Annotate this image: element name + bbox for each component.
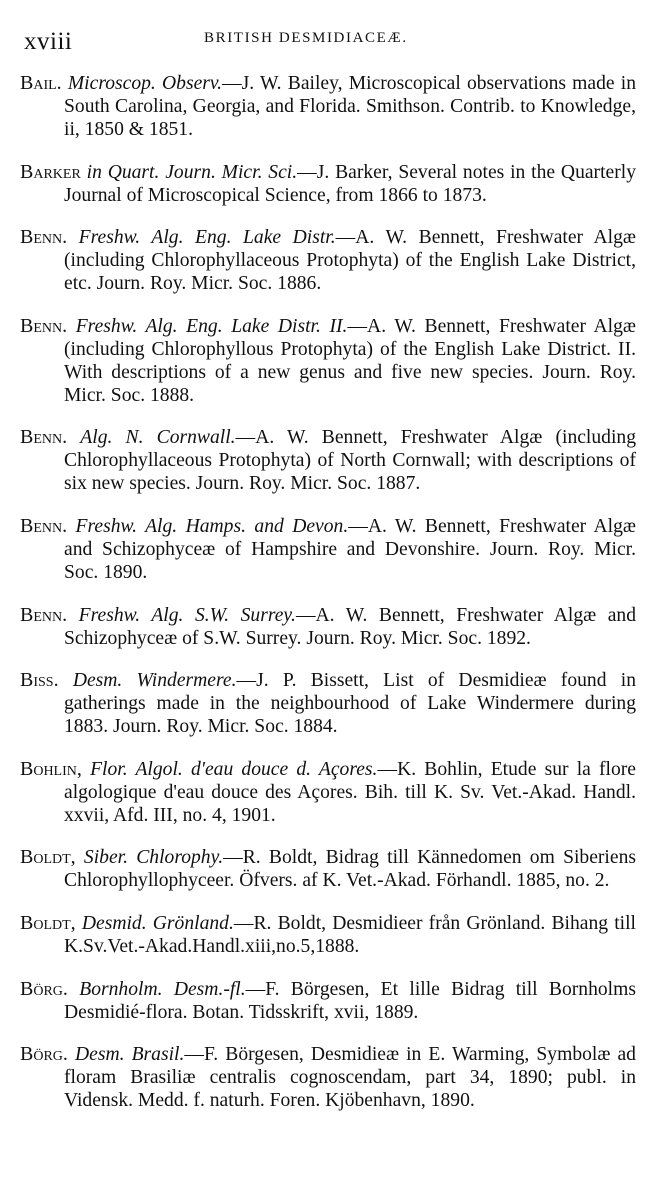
entry-text: —F. Börgesen, Desmidieæ in E. Warming, Symbolæ ad floram Brasiliæ centralis cognoscendam, part 34, 1890; publ. in Vidensk. Medd. f. naturh. Foren. Kjöbenhavn, 1890. [64, 1044, 636, 1112]
bibliography-entry [20, 846, 636, 892]
entry-text: —F. Börgesen, Et lille Bidrag till Bornholms Desmidié-flora. Botan. Tidsskrift, xvii, 1889. [64, 978, 636, 1023]
entry-text: —J. P. Bissett, List of Desmidieæ found in gatherings made in the neighbourhood of Lake Windermere during 1883. Journ. Roy. Micr. Soc. 1884. [64, 670, 636, 738]
page-number: xviii [24, 28, 73, 55]
entry-short-title: Siber. Chlorophy. [83, 847, 224, 869]
entry-text: —K. Bohlin, Etude sur la flore algologique d'eau douce des Açores. Bih. till K. Sv. Vet.-Akad. Handl. xxvii, Afd. III, no. 4, 1901. [64, 758, 636, 826]
entry-short-title: Freshw. Alg. Eng. Lake Distr. [78, 227, 336, 249]
bibliography-entry [20, 758, 636, 827]
bibliography-list [20, 72, 636, 1118]
entry-abbreviation: Benn. [20, 314, 68, 337]
entry-text: —R. Boldt, Bidrag till Kännedomen om Siberiens Chlorophyllophyceer. Öfvers. af K. Vet.-Akad. Förhandl. 1885, no. 2. [64, 847, 636, 892]
entry-abbreviation: Benn. [20, 426, 68, 449]
bibliography-entry [20, 1043, 636, 1112]
bibliography-entry [20, 669, 636, 738]
entry-abbreviation: Biss. [20, 669, 59, 692]
entry-text: —J. Barker, Several notes in the Quarterly Journal of Microscopical Science, from 1866 to 1873. [64, 161, 636, 206]
bibliography-entry [20, 426, 636, 495]
bibliography-entry [20, 978, 636, 1024]
entry-short-title: Freshw. Alg. S.W. Surrey. [78, 604, 296, 626]
bibliography-entry [20, 515, 636, 584]
entry-short-title: Freshw. Alg. Eng. Lake Distr. II. [75, 315, 348, 337]
entry-text: —A. W. Bennett, Freshwater Algæ (including Chlorophyllous Protophyta) of the English Lake District. II. With descriptions of a new genus and five new species. Journ. Roy. Micr. Soc. 1888. [64, 315, 636, 406]
entry-abbreviation: Boldt, [20, 846, 76, 869]
entry-text: —A. W. Bennett, Freshwater Algæ (including Chlorophyllaceous Protophyta) of North Cornwall; with descriptions of six new species. Journ. Roy. Micr. Soc. 1887. [64, 427, 637, 495]
page-header [24, 22, 634, 56]
entry-abbreviation: Börg. [20, 1043, 68, 1066]
entry-abbreviation: Benn. [20, 603, 68, 626]
entry-text: —J. W. Bailey, Microscopical observations made in South Carolina, Georgia, and Florida. Smithson. Contrib. to Knowledge, ii, 1850 & 1851. [64, 73, 637, 140]
bibliography-entry [20, 604, 636, 650]
entry-abbreviation: Benn. [20, 226, 68, 249]
entry-text: —R. Boldt, Desmidieer från Grönland. Bihang till K.Sv.Vet.-Akad.Handl.xiii,no.5,1888. [64, 912, 636, 957]
entry-text: —A. W. Bennett, Freshwater Algæ and Schizophyceæ of Hampshire and Devonshire. Journ. Roy. Micr. Soc. 1890. [64, 515, 636, 583]
bibliography-entry [20, 912, 636, 958]
entry-abbreviation: Bohlin, [20, 757, 82, 780]
entry-short-title: Desm. Windermere. [72, 670, 237, 692]
entry-text: —A. W. Bennett, Freshwater Algæ (including Chlorophyllaceous Protophyta) of the English Lake District, etc. Journ. Roy. Micr. Soc. 1886. [64, 227, 636, 295]
entry-abbreviation: Barker [20, 160, 81, 183]
entry-short-title: Microscop. Observ. [67, 73, 223, 94]
bibliography-entry [20, 226, 636, 295]
entry-short-title: Desmid. Grönland. [81, 912, 234, 934]
entry-abbreviation: Bail. [20, 72, 62, 94]
bibliography-entry [20, 315, 636, 407]
bibliography-entry [20, 72, 636, 141]
entry-abbreviation: Boldt, [20, 911, 76, 934]
entry-short-title: Flor. Algol. d'eau douce d. Açores. [90, 758, 378, 780]
entry-short-title: Alg. N. Cornwall. [80, 427, 236, 449]
entry-abbreviation: Börg. [20, 977, 68, 1000]
entry-abbreviation: Benn. [20, 514, 68, 537]
entry-short-title: Bornholm. Desm.-fl. [79, 978, 246, 1000]
running-title: BRITISH DESMIDIACEÆ. [204, 30, 408, 46]
entry-short-title: Freshw. Alg. Hamps. and Devon. [75, 515, 349, 537]
entry-short-title: Desm. Brasil. [74, 1044, 185, 1066]
bibliography-entry [20, 161, 636, 207]
entry-text: —A. W. Bennett, Freshwater Algæ and Schizophyceæ of S.W. Surrey. Journ. Roy. Micr. Soc. 1892. [64, 604, 637, 649]
entry-short-title: in Quart. Journ. Micr. Sci. [86, 161, 298, 183]
